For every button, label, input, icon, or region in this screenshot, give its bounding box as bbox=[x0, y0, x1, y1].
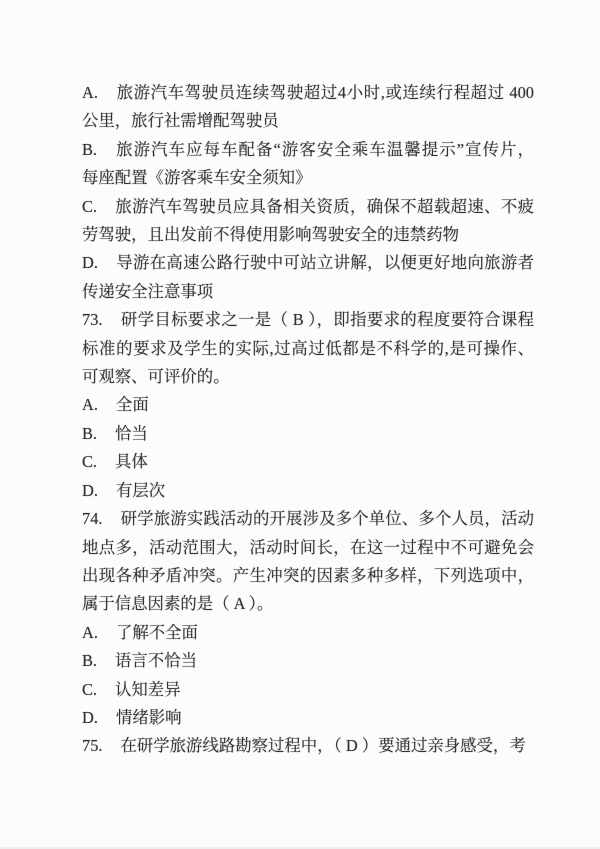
line-text: 全面 bbox=[115, 395, 149, 415]
text-line bbox=[82, 164, 534, 192]
question-block bbox=[82, 505, 534, 619]
line-text: 研学目标要求之一是（ B ），即指要求的程度要符合课程 bbox=[120, 310, 534, 330]
line-text: 旅游汽车应每车配备“游客安全乘车温馨提示”宣传片， bbox=[115, 139, 534, 159]
text-line bbox=[82, 676, 534, 704]
text-line bbox=[82, 79, 534, 107]
option-block bbox=[82, 136, 534, 193]
line-text: 恰当 bbox=[115, 423, 148, 443]
text-line bbox=[82, 732, 534, 760]
text-line bbox=[82, 505, 534, 533]
option-letter: B. bbox=[82, 651, 98, 671]
line-text: 情绪影响 bbox=[115, 707, 182, 727]
option-letter: C. bbox=[82, 196, 98, 216]
question-number: 75. bbox=[82, 736, 103, 756]
option-block bbox=[82, 477, 534, 505]
option-block bbox=[82, 448, 534, 476]
text-line bbox=[82, 107, 534, 135]
text-line bbox=[82, 249, 534, 277]
option-block bbox=[82, 79, 534, 136]
line-text: 属于信息因素的是（ A ）。 bbox=[82, 594, 274, 614]
option-block bbox=[82, 647, 534, 675]
option-letter: A. bbox=[82, 622, 98, 642]
option-letter: D. bbox=[82, 480, 98, 500]
text-line bbox=[82, 193, 534, 221]
line-text: 每座配置《游客乘车安全须知》 bbox=[82, 168, 312, 188]
question-number: 74. bbox=[82, 509, 103, 529]
question-number: 73. bbox=[82, 310, 103, 330]
option-letter: D. bbox=[82, 707, 98, 727]
text-line bbox=[82, 448, 534, 476]
line-text: 具体 bbox=[115, 452, 148, 472]
line-text: 旅游汽车驾驶员应具备相关资质，确保不超载超速、不疲 bbox=[115, 196, 534, 216]
option-letter: C. bbox=[82, 679, 98, 699]
line-text: 劳驾驶，且出发前不得使用影响驾驶安全的违禁药物 bbox=[82, 225, 459, 245]
text-line bbox=[82, 136, 534, 164]
text-line bbox=[82, 647, 534, 675]
text-line bbox=[82, 477, 534, 505]
line-text: 可观察、可评价的。 bbox=[82, 367, 230, 387]
text-line bbox=[82, 391, 534, 419]
option-letter: A. bbox=[82, 83, 98, 102]
option-letter: A. bbox=[82, 395, 98, 415]
text-line bbox=[82, 619, 534, 647]
text-line bbox=[82, 221, 534, 249]
line-text: 研学旅游实践活动的开展涉及多个单位、多个人员，活动 bbox=[120, 509, 534, 529]
line-text: 语言不恰当 bbox=[115, 651, 197, 671]
question-block bbox=[82, 306, 534, 391]
line-text: 有层次 bbox=[115, 480, 166, 500]
line-text: 传递安全注意事项 bbox=[82, 281, 214, 301]
option-block bbox=[82, 391, 534, 419]
text-line bbox=[82, 363, 534, 391]
option-block bbox=[82, 676, 534, 704]
text-line bbox=[82, 704, 534, 732]
line-text: 公里，旅行社需增配驾驶员 bbox=[82, 111, 279, 131]
option-block bbox=[82, 704, 534, 732]
text-line bbox=[82, 335, 534, 363]
line-text: 出现各种矛盾冲突。产生冲突的因素多种多样，下列选项中， bbox=[82, 565, 534, 585]
line-text: 地点多，活动范围大，活动时间长，在这一过程中不可避免会 bbox=[82, 537, 534, 557]
text-line bbox=[82, 306, 534, 334]
line-text: 在研学旅游线路勘察过程中，（ D ）要通过亲身感受，考 bbox=[120, 736, 526, 756]
question-block bbox=[82, 732, 534, 760]
option-letter: B. bbox=[82, 423, 98, 443]
line-text: 标准的要求及学生的实际,过高过低都是不科学的,是可操作、 bbox=[82, 338, 534, 358]
option-block bbox=[82, 249, 534, 306]
text-line bbox=[82, 420, 534, 448]
text-line bbox=[82, 562, 534, 590]
text-line bbox=[82, 534, 534, 562]
option-letter: C. bbox=[82, 452, 98, 472]
option-letter: D. bbox=[82, 253, 98, 273]
option-block bbox=[82, 420, 534, 448]
line-text: 旅游汽车驾驶员连续驾驶超过4小时,或连续行程超过 400 bbox=[115, 83, 534, 102]
option-letter: B. bbox=[82, 139, 98, 159]
line-text: 认知差异 bbox=[115, 679, 181, 699]
text-line bbox=[82, 278, 534, 306]
option-block bbox=[82, 193, 534, 250]
line-text: 了解不全面 bbox=[115, 622, 198, 642]
option-block bbox=[82, 619, 534, 647]
text-line bbox=[82, 590, 534, 618]
document-body bbox=[82, 79, 534, 761]
line-text: 导游在高速公路行驶中可站立讲解，以便更好地向旅游者 bbox=[115, 253, 534, 273]
